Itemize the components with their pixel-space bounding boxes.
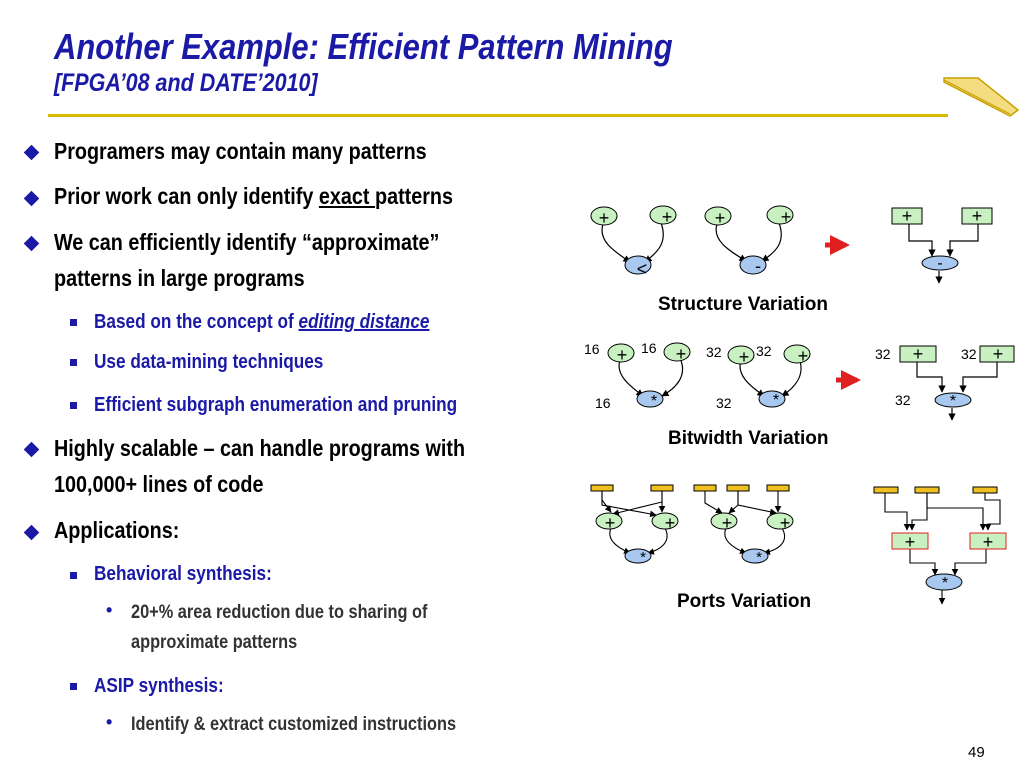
third-bullet-dot-icon: • — [106, 712, 113, 732]
bullet-scalable: Highly scalable – can handle programs with — [54, 435, 466, 461]
third-bullet-dot-icon: • — [106, 600, 113, 620]
op-plus: + — [604, 513, 616, 533]
sub-bullet-subgraph: Efficient subgraph enumeration and pruning — [94, 394, 458, 416]
third-bullet-instructions: Identify & extract customized instructions — [131, 714, 457, 735]
op-plus: + — [721, 513, 733, 533]
bitwidth-16: 16 — [584, 341, 600, 357]
op-plus: + — [901, 206, 913, 226]
bullet-approximate-quote: “approximate” — [302, 229, 440, 255]
ports-variation-label: Ports Variation — [677, 591, 812, 612]
bitwidth-32: 32 — [875, 346, 891, 362]
ports-variation-diagram — [591, 485, 1006, 612]
op-plus: + — [598, 208, 610, 228]
bitwidth-32: 32 — [716, 395, 732, 411]
structure-variation-label: Structure Variation — [658, 294, 828, 315]
bullet-prior-work-tail: patterns — [374, 183, 454, 209]
op-plus: + — [992, 344, 1004, 364]
third-bullet-area-reduction-line2: approximate patterns — [131, 632, 298, 653]
sub-bullet-data-mining: Use data-mining techniques — [94, 351, 324, 373]
port-input — [973, 487, 997, 493]
port-input — [651, 485, 673, 491]
bullet-applications: Applications: — [54, 517, 180, 543]
structure-variation-diagram — [591, 206, 992, 315]
op-plus: + — [675, 344, 687, 364]
port-input — [915, 487, 939, 493]
op-mul: * — [756, 549, 762, 566]
op-minus: - — [937, 255, 943, 272]
bitwidth-32: 32 — [895, 392, 911, 408]
op-plus: + — [661, 207, 673, 227]
op-mul: * — [640, 549, 646, 566]
op-mul: * — [650, 393, 658, 410]
op-plus: + — [714, 208, 726, 228]
slide-title: Another Example: Efficient Pattern Mining — [54, 26, 673, 67]
op-plus: + — [779, 513, 791, 533]
bitwidth-variation-label: Bitwidth Variation — [668, 428, 829, 449]
op-plus: + — [904, 532, 916, 552]
third-bullet-area-reduction: 20+% area reduction due to sharing of — [131, 602, 428, 623]
bitwidth-32: 32 — [756, 343, 772, 359]
mul-node — [742, 549, 768, 563]
op-less: < — [636, 259, 648, 279]
page-number: 49 — [968, 744, 985, 761]
port-input — [874, 487, 898, 493]
bitwidth-16: 16 — [595, 395, 611, 411]
port-input — [591, 485, 613, 491]
port-input — [767, 485, 789, 491]
op-mul: * — [941, 575, 949, 592]
op-plus: + — [982, 532, 994, 552]
sub-bullet-editing-text: Based on the concept of — [94, 311, 299, 333]
editing-distance-link: editing distance — [298, 311, 430, 333]
bullet-scalable-line2: 100,000+ lines of code — [54, 471, 264, 497]
op-plus: + — [797, 346, 809, 366]
op-plus: + — [912, 344, 924, 364]
port-input — [727, 485, 749, 491]
bullet-exact-word: exact — [318, 183, 375, 209]
op-minus: - — [755, 256, 761, 276]
minus-node — [740, 256, 766, 274]
port-input — [694, 485, 716, 491]
bullet-approximate-line2: patterns in large programs — [54, 265, 305, 291]
op-plus: + — [780, 207, 792, 227]
op-plus: + — [664, 513, 676, 533]
slide-subtitle: [FPGA’08 and DATE’2010] — [54, 69, 318, 97]
op-mul: * — [949, 393, 957, 410]
bitwidth-16: 16 — [641, 340, 657, 356]
bullet-prior-work-text: Prior work can only identify — [54, 183, 319, 209]
op-plus: + — [738, 347, 750, 367]
bitwidth-32: 32 — [706, 344, 722, 360]
op-mul: * — [772, 392, 780, 409]
bullet-patterns: Programers may contain many patterns — [54, 138, 427, 164]
bullet-approximate-text: We can efficiently identify — [54, 229, 303, 255]
bitwidth-variation-diagram — [584, 340, 1014, 449]
sub-bullet-behavioral: Behavioral synthesis: — [94, 563, 272, 585]
sub-bullet-asip: ASIP synthesis: — [94, 675, 224, 697]
bitwidth-32: 32 — [961, 346, 977, 362]
mul-node — [625, 549, 651, 563]
op-plus: + — [616, 345, 628, 365]
op-plus: + — [971, 206, 983, 226]
